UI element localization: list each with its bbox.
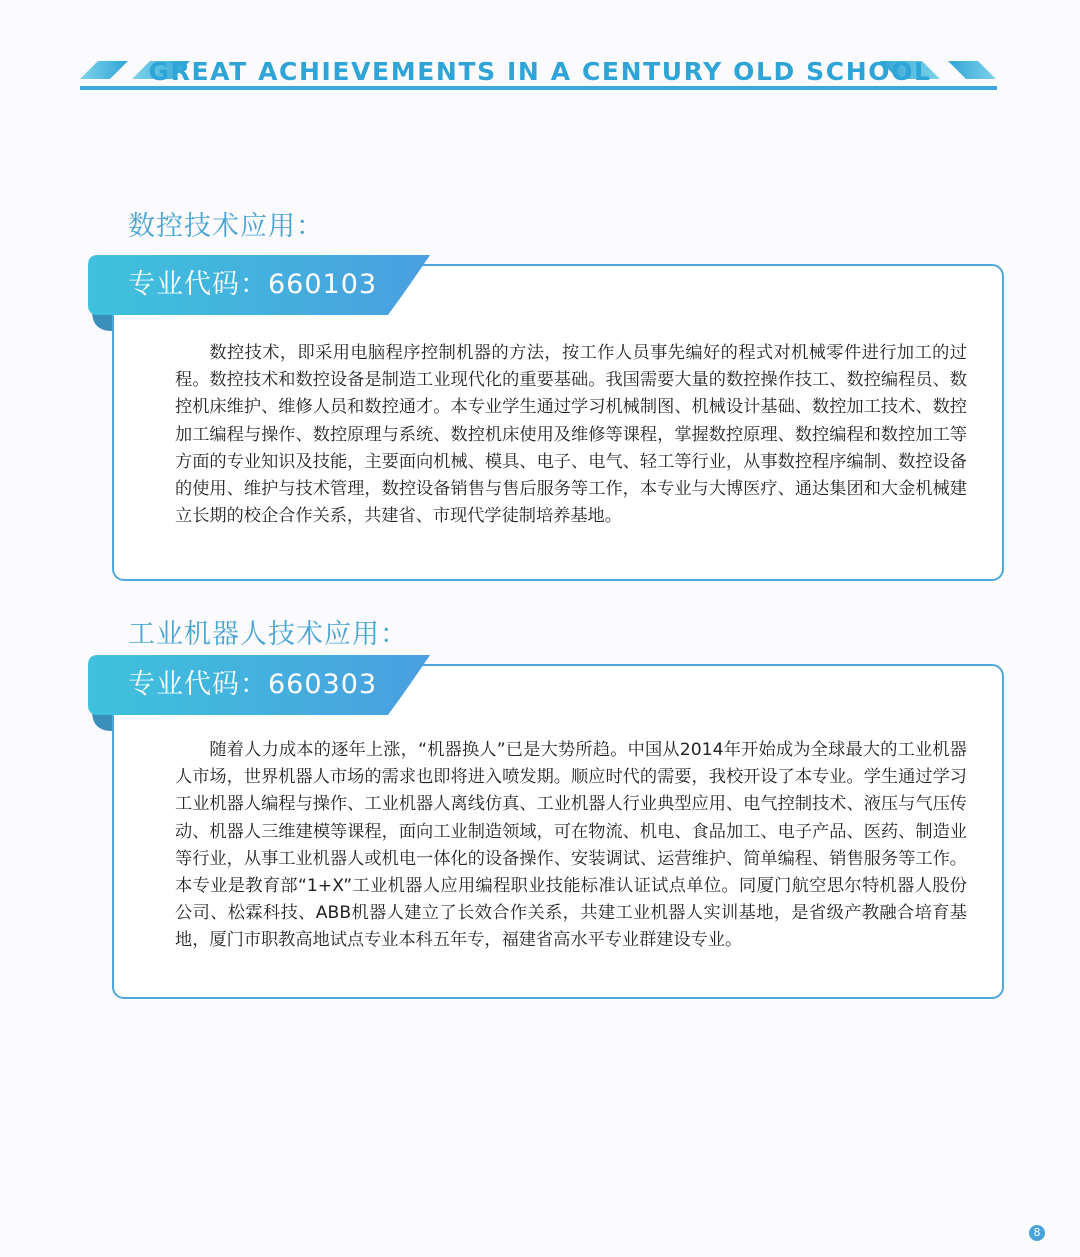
major-code-label-cnc: 专业代码：660103 (128, 269, 378, 300)
page-number-badge: 8 (1029, 1225, 1045, 1241)
header-banner (0, 0, 1080, 110)
code-ribbon-cnc (88, 255, 433, 335)
banner-title: GREAT ACHIEVEMENTS IN A CENTURY OLD SCHOOL (148, 57, 932, 86)
section-body-cnc: 数控技术，即采用电脑程序控制机器的方法，按工作人员事先编好的程式对机械零件进行加工的过程。数控技术和数控设备是制造工业现代化的重要基础。我国需要大量的数控操作技工、数控编程员、数控机床维护、维修人员和数控通才。本专业学生通过学习机械制图、机械设计基础、数控加工技术、数控加工编程与操作、数控原理与系统、数控机床使用及维修等课程，掌握数控原理、数控编程和数控加工等方面的专业知识及技能，主要面向机械、模具、电子、电气、轻工等行业，从事数控程序编制、数控设备的使用、维护与技术管理，数控设备销售与售后服务等工作，本专业与大博医疗、通达集团和大金机械建立长期的校企合作关系，共建省、市现代学徒制培养基地。 (175, 343, 967, 527)
section-heading-robotics: 工业机器人技术应用： (128, 619, 408, 650)
section-heading-cnc: 数控技术应用： (128, 211, 324, 242)
code-ribbon-robotics (88, 655, 433, 735)
section-body-robotics: 随着人力成本的逐年上涨，“机器换人”已是大势所趋。中国从2014年开始成为全球最大的工业机器人市场，世界机器人市场的需求也即将进入喷发期。顺应时代的需要，我校开设了本专业。学生通过学习工业机器人编程与操作、工业机器人离线仿真、工业机器人行业典型应用、电气控制技术、液压与气压传动、机器人三维建模等课程，面向工业制造领域，可在物流、机电、食品加工、电子产品、医药、制造业等行业，从事工业机器人或机电一体化的设备操作、安装调试、运营维护、简单编程、销售服务等工作。本专业是教育部“1+X”工业机器人应用编程职业技能标准认证试点单位。同厦门航空思尔特机器人股份公司、松霖科技、ABB机器人建立了长效合作关系，共建工业机器人实训基地，是省级产教融合培育基地，厦门市职教高地试点专业本科五年专，福建省高水平专业群建设专业。 (175, 740, 967, 951)
major-code-label-robotics: 专业代码：660303 (128, 669, 378, 700)
